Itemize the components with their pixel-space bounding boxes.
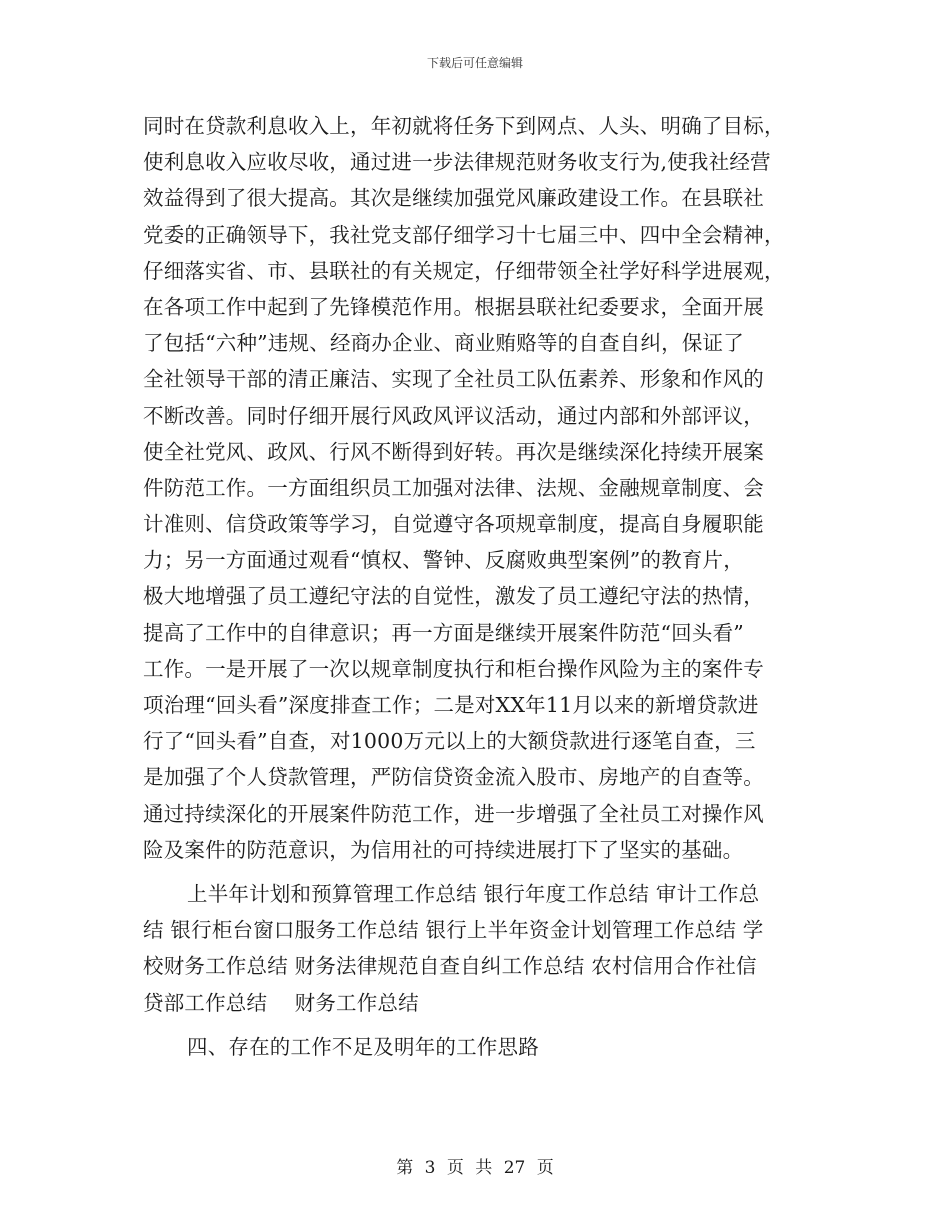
page-number: 第 3 页 共 27 页: [396, 1158, 554, 1178]
text-line: 力；另一方面通过观看“慎权、警钟、反腐败典型案例”的教育片，: [143, 548, 744, 573]
paragraph-spacer: [143, 868, 807, 876]
text-line: 效益得到了很大提高。其次是继续加强党风廉政建设工作。在县联社: [143, 186, 764, 211]
text-line: 件防范工作。一方面组织员工加强对法律、法规、金融规章制度、会: [143, 475, 764, 500]
text-line: 贷部工作总结 财务工作总结: [143, 990, 419, 1015]
text-line: 使全社党风、政风、行风不断得到好转。再次是继续深化持续开展案: [143, 439, 764, 464]
text-line: 工作。一是开展了一次以规章制度执行和柜台操作风险为主的案件专: [143, 656, 764, 681]
text-line: 上半年计划和预算管理工作总结 银行年度工作总结 审计工作总: [187, 881, 760, 906]
text-line: 不断改善。同时仔细开展行风政风评议活动，通过内部和外部评议，: [143, 403, 764, 428]
paragraph-case-prevention: [143, 108, 807, 868]
text-line: 仔细落实省、市、县联社的有关规定，仔细带领全社学好科学进展观，: [143, 258, 785, 283]
text-line: 使利息收入应收尽收，通过进一步法律规范财务收支行为,使我社经营: [143, 150, 771, 175]
text-line: 通过持续深化的开展案件防范工作，进一步增强了全社员工对操作风: [143, 801, 764, 826]
text-line: 在各项工作中起到了先锋模范作用。根据县联社纪委要求，全面开展: [143, 294, 764, 319]
text-line: 同时在贷款利息收入上，年初就将任务下到网点、人头、明确了目标，: [143, 114, 785, 138]
text-line: 项治理“回头看”深度排查工作；二是对XX年11月以来的新增贷款进: [143, 693, 759, 717]
text-line: 极大地增强了员工遵纪守法的自觉性，激发了员工遵纪守法的热情，: [143, 584, 764, 609]
document-body: [143, 108, 807, 1065]
text-line: 结 银行柜台窗口服务工作总结 银行上半年资金计划管理工作总结 学: [143, 918, 764, 943]
text-line: 是加强了个人贷款管理，严防信贷资金流入股市、房地产的自查等。: [143, 765, 764, 790]
text-line: 提高了工作中的自律意识；再一方面是继续开展案件防范“回头看”: [143, 620, 744, 645]
paragraph-spacer: [143, 1021, 807, 1029]
text-line: 校财务工作总结 财务法律规范自查自纠工作总结 农村信用合作社信: [143, 954, 757, 979]
text-line: 行了“回头看”自查，对1000万元以上的大额贷款进行逐笔自查，三: [143, 729, 756, 754]
text-line: 险及案件的防范意识，为信用社的可持续进展打下了坚实的基础。: [143, 837, 744, 862]
text-line: 全社领导干部的清正廉洁、实现了全社员工队伍素养、形象和作风的: [143, 367, 764, 392]
text-line: 党委的正确领导下，我社党支部仔细学习十七届三中、四中全会精神，: [143, 222, 785, 247]
text-line: 计准则、信贷政策等学习，自觉遵守各项规章制度，提高自身履职能: [143, 512, 764, 537]
page-header: 下载后可任意编辑: [426, 56, 523, 70]
text-line: 了包括“六种”违规、经商办企业、商业贿赂等的自查自纠，保证了: [143, 331, 744, 356]
paragraph-related-summaries: [143, 876, 807, 1021]
section-heading: 四、存在的工作不足及明年的工作思路: [187, 1034, 539, 1059]
